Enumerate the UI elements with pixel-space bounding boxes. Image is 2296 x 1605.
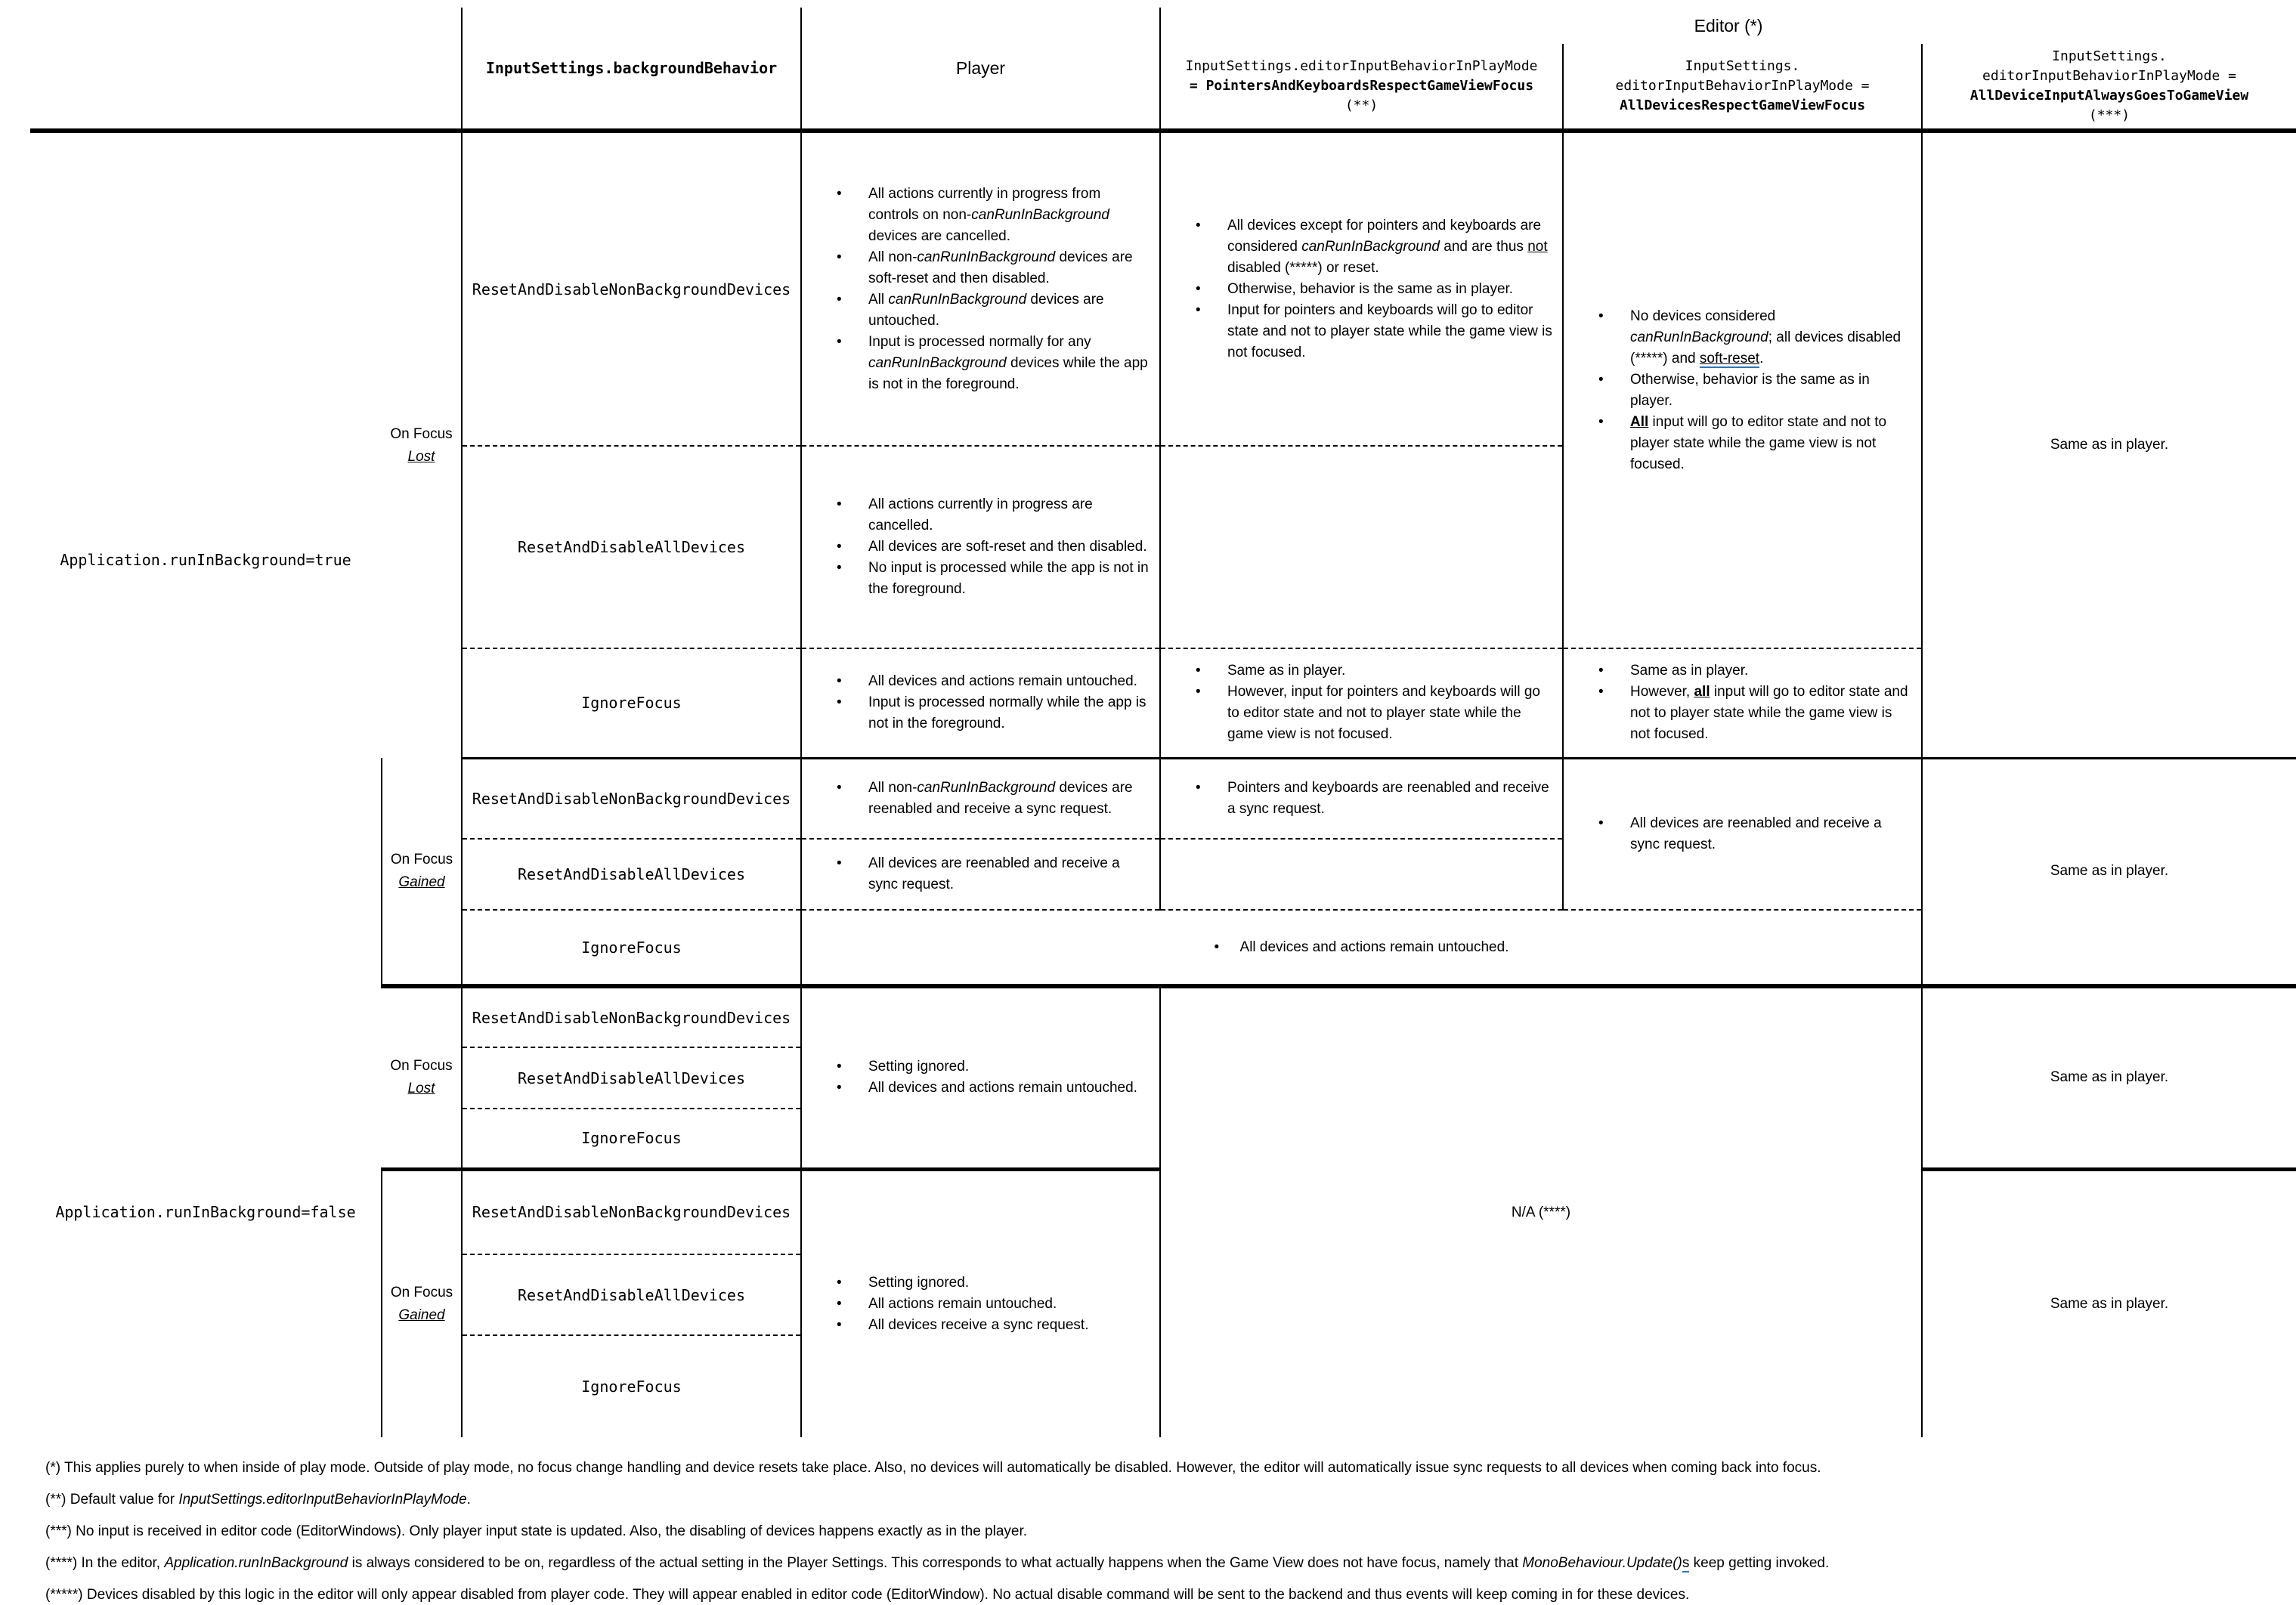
bullet-item: • Input is processed normally while the app is not in the foreground.: [809, 692, 1152, 734]
bullet-item: • All devices and actions remain untouched.: [1215, 937, 1509, 958]
behavior-ignore-focus: IgnoreFocus: [462, 1335, 801, 1437]
behavior-reset-non-bg: ResetAndDisableNonBackgroundDevices: [462, 986, 801, 1047]
bullet-list: [809, 1056, 1152, 1099]
cell-editor-always-gained: Same as in player.: [1922, 758, 2296, 986]
cell-player-gained-resetall: [801, 839, 1160, 910]
bullet-item: • All devices are reenabled and receive a sync request.: [1571, 813, 1914, 855]
behavior-reset-all: ResetAndDisableAllDevices: [462, 446, 801, 648]
bullet-item: • Otherwise, behavior is the same as in player.: [1168, 279, 1555, 300]
bullet-list: [1571, 306, 1914, 475]
row-label-run-false: Application.runInBackground=false: [55, 1202, 356, 1221]
header-editor-alldevices: InputSettings. editorInputBehaviorInPlayMode = AllDevicesRespectGameViewFocus: [1563, 44, 1922, 131]
row-label-focus-lost-true: On Focus Lost: [390, 425, 453, 465]
bullet-item: • All non-canRunInBackground devices are reenabled and receive a sync request.: [809, 778, 1152, 820]
bullet-list: [1571, 660, 1914, 745]
behavior-reset-all: ResetAndDisableAllDevices: [462, 839, 801, 910]
cell-player-gained-resetnonbg: [801, 758, 1160, 839]
footnote-5: (*****) Devices disabled by this logic in the editor will only appear disabled from player code. They will appear enabled in editor code (EditorWindow). No actual disable command will be sent to the backend and thus events will keep coming in for these devices.: [45, 1587, 1690, 1603]
header-player: Player: [801, 8, 1160, 131]
cell-editor-pointers-gained-resetall-empty: [1160, 839, 1563, 910]
row-label-focus-gained-true: On Focus Gained: [382, 758, 462, 986]
bullet-item: • Same as in player.: [1571, 660, 1914, 682]
behavior-reset-non-bg: ResetAndDisableNonBackgroundDevices: [462, 1169, 801, 1254]
bullet-item: • All devices are reenabled and receive a sync request.: [809, 853, 1152, 895]
document-page: [0, 8, 2296, 1603]
bullet-item: • All canRunInBackground devices are untouched.: [809, 289, 1152, 332]
header-editor-pointers: InputSettings.editorInputBehaviorInPlayMode = PointersAndKeyboardsRespectGameViewFocus (**): [1160, 44, 1563, 131]
bullet-item: • Input for pointers and keyboards will go to editor state and not to player state while the game view is not focused.: [1168, 300, 1555, 363]
header-editor-group: Editor (*): [1160, 8, 2296, 44]
bullet-item: • All devices are soft-reset and then disabled.: [809, 537, 1152, 558]
bullet-list: [1571, 813, 1914, 855]
cell-player-false-gained-merged: [801, 1169, 1160, 1437]
cell-player-lost-resetnonbg: [801, 131, 1160, 446]
behavior-ignore-focus: IgnoreFocus: [462, 910, 801, 986]
bullet-item: • However, input for pointers and keyboards will go to editor state and not to player state while the game view is not focused.: [1168, 682, 1555, 745]
bullet-item: • All actions currently in progress are cancelled.: [809, 494, 1152, 537]
bullet-list: [809, 853, 1152, 895]
bullet-item: • All devices and actions remain untouched.: [809, 1078, 1152, 1099]
bullet-item: • All devices except for pointers and keyboards are considered canRunInBackground and are thus not disabled (*****) or reset.: [1168, 215, 1555, 279]
bullet-item: • Setting ignored.: [809, 1273, 1152, 1294]
cell-editor-alldevices-gained-merged: [1563, 758, 1922, 910]
bullet-list: [809, 494, 1152, 600]
cell-editor-pointers-lost-resetnonbg: [1160, 131, 1563, 446]
cell-editor-pointers-gained-resetnonbg: [1160, 758, 1563, 839]
bullet-item: • Pointers and keyboards are reenabled and receive a sync request.: [1168, 778, 1555, 820]
bullet-list: [809, 778, 1152, 820]
cell-editor-always-false-lost: Same as in player.: [1922, 986, 2296, 1169]
footnote-1: (*) This applies purely to when inside of play mode. Outside of play mode, no focus change handling and device resets take place. Also, no devices will automatically be disabled. However, the editor will automatically issue sync requests to all devices when coming back into focus.: [45, 1460, 1821, 1476]
cell-player-lost-resetall: [801, 446, 1160, 648]
bullet-item: • All devices receive a sync request.: [809, 1315, 1152, 1336]
behavior-reset-all: ResetAndDisableAllDevices: [462, 1254, 801, 1335]
cell-editor-always-lost: Same as in player.: [1922, 131, 2296, 758]
cell-gained-ignore-merged: [801, 910, 1922, 986]
bullet-item: • Setting ignored.: [809, 1056, 1152, 1078]
footnote-3: (***) No input is received in editor code (EditorWindows). Only player input state is updated. Also, the disabling of devices happens exactly as in the player.: [45, 1523, 1028, 1539]
footnote-4: (****) In the editor, Application.runInBackground is always considered to be on, regardless of the actual setting in the Player Settings. This corresponds to what actually happens when the Game View does not have focus, namely that MonoBehaviour.Update()s keep getting invoked.: [45, 1555, 1830, 1571]
cell-editor-alldevices-lost-merged: [1563, 131, 1922, 648]
behavior-ignore-focus: IgnoreFocus: [462, 648, 801, 758]
footnotes: [45, 1458, 2296, 1605]
cell-editor-na-merged: N/A (****): [1160, 986, 1922, 1437]
bullet-list: [1168, 660, 1555, 745]
cell-editor-alldevices-lost-ignore: [1563, 648, 1922, 758]
cell-editor-always-false-gained: Same as in player.: [1922, 1169, 2296, 1437]
footnote-2: (**) Default value for InputSettings.editorInputBehaviorInPlayMode.: [45, 1492, 471, 1508]
cell-player-lost-ignore: [801, 648, 1160, 758]
behavior-reset-all: ResetAndDisableAllDevices: [462, 1047, 801, 1109]
cell-editor-pointers-lost-ignore: [1160, 648, 1563, 758]
bullet-list: [809, 671, 1152, 734]
header-background-behavior: InputSettings.backgroundBehavior: [462, 8, 801, 131]
behavior-ignore-focus: IgnoreFocus: [462, 1109, 801, 1169]
bullet-item: • All actions currently in progress from controls on non-canRunInBackground devices are cancelled.: [809, 184, 1152, 247]
behavior-reset-non-bg: ResetAndDisableNonBackgroundDevices: [462, 758, 801, 839]
bullet-list: [809, 184, 1152, 395]
row-label-focus-gained-false: On Focus Gained: [382, 1169, 462, 1437]
bullet-list: [1215, 937, 1509, 958]
bullet-item: • All actions remain untouched.: [809, 1294, 1152, 1315]
header-empty-cell: [30, 8, 462, 131]
row-label-focus-lost-false: On Focus Lost: [382, 986, 462, 1169]
bullet-item: • Otherwise, behavior is the same as in player.: [1571, 370, 1914, 412]
bullet-item: • No devices considered canRunInBackground; all devices disabled (*****) and soft-reset.: [1571, 306, 1914, 370]
bullet-item: • All input will go to editor state and not to player state while the game view is not focused.: [1571, 412, 1914, 475]
bullet-item: • Same as in player.: [1168, 660, 1555, 682]
bullet-item: • However, all input will go to editor state and not to player state while the game view is not focused.: [1571, 682, 1914, 745]
cell-player-false-lost-merged: [801, 986, 1160, 1169]
bullet-item: • All devices and actions remain untouched.: [809, 671, 1152, 692]
bullet-list: [1168, 215, 1555, 363]
bullet-item: • All non-canRunInBackground devices are soft-reset and then disabled.: [809, 247, 1152, 289]
row-label-run-true: Application.runInBackground=true: [60, 550, 351, 569]
bullet-list: [1168, 778, 1555, 820]
bullet-item: • Input is processed normally for any canRunInBackground devices while the app is not in the foreground.: [809, 332, 1152, 395]
bullet-list: [809, 1273, 1152, 1336]
bullet-item: • No input is processed while the app is not in the foreground.: [809, 558, 1152, 600]
behavior-table: [30, 8, 2296, 1437]
header-editor-always: InputSettings. editorInputBehaviorInPlayMode = AllDeviceInputAlwaysGoesToGameView (***): [1922, 44, 2296, 131]
behavior-reset-non-bg: ResetAndDisableNonBackgroundDevices: [462, 131, 801, 446]
cell-editor-pointers-lost-resetall-empty: [1160, 446, 1563, 648]
